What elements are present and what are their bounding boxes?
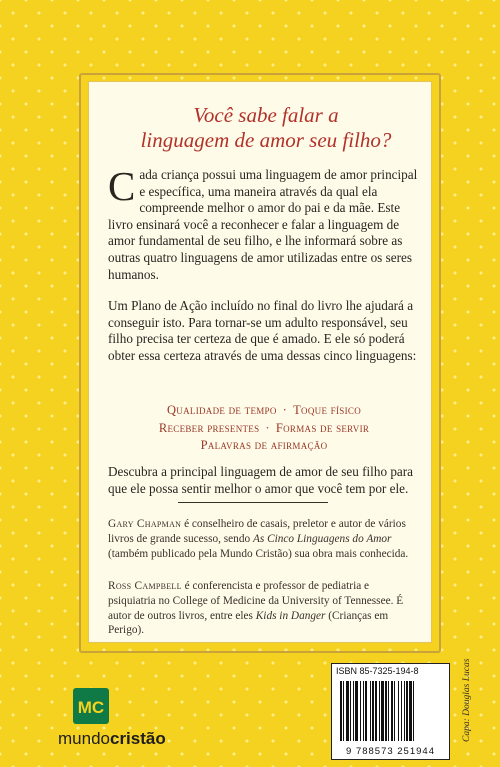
language-gifts: Receber presentes — [158, 421, 260, 435]
headline — [102, 103, 430, 153]
barcode-bars-icon — [340, 681, 441, 741]
publisher-logo-mark: MC — [77, 698, 105, 717]
action-plan-paragraph: Um Plano de Ação incluído no final do livro lhe ajudará a conseguir isto. Para tornar-se um adulto responsável, seu filho precisa ter certeza de que é amado. E ele só poderá obter essa certeza através de uma dessas cinco linguagens: — [108, 298, 417, 363]
cover-credit: Capa: Douglas Lucas — [462, 658, 472, 742]
headline-line-2: linguagem de amor seu filho? — [140, 128, 392, 152]
publisher-name-bold: cristão — [109, 729, 166, 748]
publisher-logo-icon — [73, 688, 109, 724]
publisher-name-regular: mundo — [58, 729, 110, 748]
barcode — [331, 663, 450, 760]
isbn-digits: 9 788573 251944 — [346, 746, 435, 757]
isbn-label: ISBN 85-7325-194-8 — [336, 666, 419, 676]
language-acts-of-service: Formas de servir — [275, 421, 370, 435]
separator: · — [265, 421, 270, 435]
separator: · — [282, 403, 288, 417]
book-title: As Cinco Linguagens do Amor — [252, 532, 392, 545]
book-title: Kids in Danger — [255, 609, 326, 622]
back-cover-panel — [88, 81, 432, 643]
intro-paragraph — [108, 163, 420, 283]
bio-text: é conselheiro de casais, preletor e autor de vários livros de grande sucesso, sendo — [108, 518, 406, 545]
language-physical-touch: Toque físico — [293, 403, 361, 417]
language-words-of-affirmation: Palavras de afirmação — [200, 438, 328, 452]
author-bio-chapman — [108, 517, 418, 561]
closing-paragraph: Descubra a principal linguagem de amor de seu filho para que ele possa sentir melhor o amor que você tem por ele. — [108, 464, 414, 496]
bio-text: (também publicado pela Mundo Cristão) sua obra mais conhecida. — [108, 547, 409, 560]
divider — [178, 502, 328, 503]
author-bio-campbell — [108, 579, 418, 638]
author-name: Ross Campbell — [108, 580, 182, 592]
publisher-name — [58, 729, 166, 749]
languages-line-2 — [98, 421, 430, 436]
drop-cap: C — [108, 163, 136, 209]
headline-line-1: Você sabe falar a — [193, 103, 339, 127]
languages-line-3 — [98, 438, 430, 453]
bio-text: (Crianças em Perigo). — [108, 609, 389, 637]
intro-text: ada criança possui uma linguagem de amor principal e específica, uma maneira através da qual ela compreende melhor o amor do pai e da mãe. Este livro ensinará você a reconhecer e falar a linguagem de amor fundamental de seu filho, e lhe informará sobre as outras quatro linguagens de amor utilizadas entre os seres humanos. — [108, 167, 418, 282]
language-quality-time: Qualidade de tempo — [166, 403, 277, 417]
bio-text: é conferencista e professor de pediatria e psiquiatria no College of Medicine da University of Tennessee. É autor de outros livros, entre eles — [108, 580, 404, 622]
languages-line-1 — [98, 403, 430, 418]
author-name: Gary Chapman — [108, 518, 182, 530]
